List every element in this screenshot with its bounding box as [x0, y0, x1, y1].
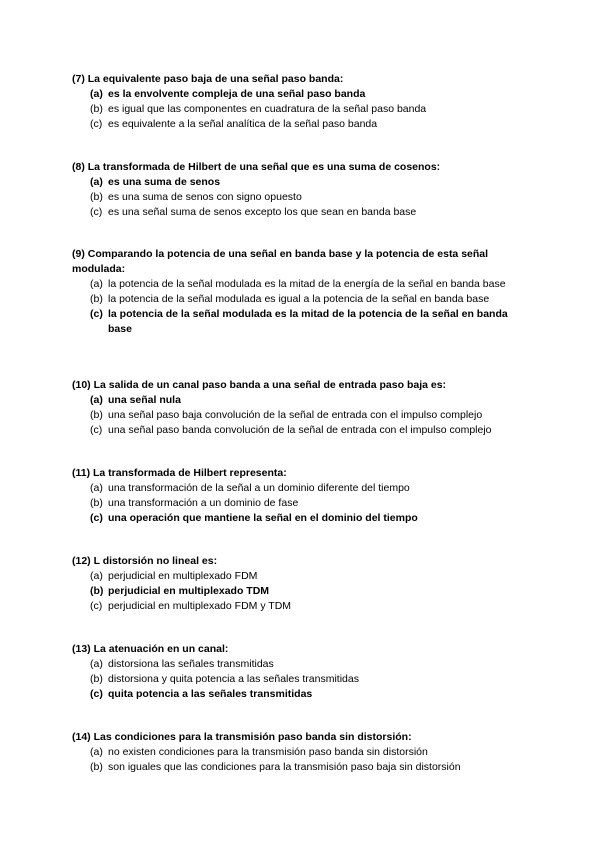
option-text: la potencia de la señal modulada es la mitad de la potencia de la señal en banda base [108, 308, 508, 335]
question-13 [72, 642, 532, 702]
option-c [72, 511, 532, 526]
option-letter: (a) [90, 394, 103, 406]
option-b [72, 496, 532, 511]
option-c [72, 117, 532, 132]
question-title: (14) Las condiciones para la transmisión paso banda sin distorsión: [72, 731, 412, 743]
option-b [72, 672, 532, 687]
option-letter: (b) [90, 293, 103, 305]
option-a [72, 569, 532, 584]
option-letter: (c) [90, 600, 103, 612]
option-text: son iguales que las condiciones para la transmisión paso baja sin distorsión [108, 761, 461, 773]
option-letter: (a) [90, 746, 103, 758]
option-letter: (c) [90, 206, 103, 218]
option-letter: (b) [90, 409, 103, 421]
question-title: (12) L distorsión no lineal es: [72, 555, 218, 567]
option-list [72, 657, 532, 702]
option-text: quita potencia a las señales transmitidas [108, 688, 313, 700]
option-a [72, 745, 532, 760]
option-c [72, 599, 532, 614]
option-a [72, 393, 532, 408]
question-8 [72, 160, 532, 220]
option-text: es igual que las componentes en cuadratura de la señal paso banda [108, 103, 427, 115]
question-title: (13) La atenuación en un canal: [72, 643, 229, 655]
option-letter: (c) [90, 512, 103, 524]
option-text: una señal nula [108, 394, 181, 406]
option-list [72, 569, 532, 614]
option-c [72, 687, 532, 702]
question-title: (9) Comparando la potencia de una señal en banda base y la potencia de esta señal modulada: [72, 248, 489, 275]
option-b [72, 190, 532, 205]
question-10 [72, 378, 532, 438]
option-letter: (a) [90, 176, 103, 188]
option-list [72, 481, 532, 526]
option-list [72, 393, 532, 438]
question-9 [72, 247, 532, 337]
option-text: es la envolvente compleja de una señal paso banda [108, 88, 366, 100]
option-b [72, 102, 532, 117]
option-text: es una señal suma de senos excepto los que sean en banda base [108, 206, 417, 218]
question-11 [72, 466, 532, 526]
option-b [72, 584, 532, 599]
option-text: una señal paso baja convolución de la señal de entrada con el impulso complejo [108, 409, 483, 421]
option-list [72, 175, 532, 220]
option-text: una operación que mantiene la señal en el dominio del tiempo [108, 512, 418, 524]
option-a [72, 657, 532, 672]
option-text: distorsiona y quita potencia a las señales transmitidas [108, 673, 359, 685]
option-a [72, 277, 532, 292]
question-title: (11) La transformada de Hilbert representa: [72, 467, 287, 479]
option-letter: (b) [90, 673, 103, 685]
option-b [72, 408, 532, 423]
option-text: perjudicial en multiplexado FDM y TDM [108, 600, 292, 612]
option-letter: (b) [90, 191, 103, 203]
question-title: (10) La salida de un canal paso banda a una señal de entrada paso baja es: [72, 379, 447, 391]
question-14 [72, 730, 532, 775]
option-text: la potencia de la señal modulada es igual a la potencia de la señal en banda base [108, 293, 490, 305]
option-text: es equivalente a la señal analítica de la señal paso banda [108, 118, 378, 130]
option-a [72, 175, 532, 190]
option-list [72, 745, 532, 775]
option-b [72, 292, 532, 307]
question-title: (8) La transformada de Hilbert de una señal que es una suma de cosenos: [72, 161, 441, 173]
option-letter: (a) [90, 570, 103, 582]
option-letter: (b) [90, 585, 104, 597]
option-letter: (c) [90, 308, 103, 320]
option-letter: (b) [90, 103, 103, 115]
option-letter: (c) [90, 688, 103, 700]
option-text: es una suma de senos con signo opuesto [108, 191, 302, 203]
question-12 [72, 554, 532, 614]
option-text: perjudicial en multiplexado FDM [108, 570, 258, 582]
question-title: (7) La equivalente paso baja de una señal paso banda: [72, 73, 344, 85]
option-c [72, 205, 532, 220]
option-letter: (b) [90, 497, 103, 509]
option-c [72, 423, 532, 438]
option-a [72, 481, 532, 496]
option-list [72, 277, 532, 337]
option-letter: (a) [90, 88, 103, 100]
option-text: perjudicial en multiplexado TDM [108, 585, 270, 597]
option-text: distorsiona las señales transmitidas [108, 658, 274, 670]
option-letter: (a) [90, 278, 103, 290]
option-text: no existen condiciones para la transmisión paso banda sin distorsión [108, 746, 428, 758]
option-text: la potencia de la señal modulada es la mitad de la energía de la señal en banda base [108, 278, 506, 290]
option-b [72, 760, 532, 775]
option-a [72, 87, 532, 102]
option-text: una señal paso banda convolución de la señal de entrada con el impulso complejo [108, 424, 492, 436]
option-c [72, 307, 532, 337]
option-letter: (a) [90, 482, 103, 494]
question-7 [72, 72, 532, 132]
option-letter: (a) [90, 658, 103, 670]
option-letter: (b) [90, 761, 103, 773]
option-letter: (c) [90, 118, 103, 130]
option-text: una transformación a un dominio de fase [108, 497, 299, 509]
option-text: una transformación de la señal a un dominio diferente del tiempo [108, 482, 410, 494]
option-letter: (c) [90, 424, 103, 436]
option-list [72, 87, 532, 132]
option-text: es una suma de senos [108, 176, 221, 188]
